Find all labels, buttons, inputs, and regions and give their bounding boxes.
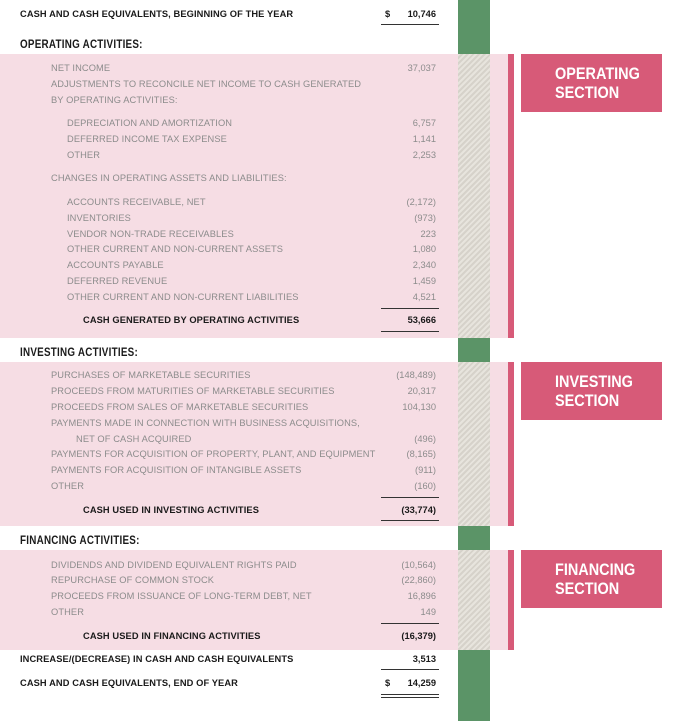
- investing-label: NET OF CASH ACQUIRED: [76, 434, 192, 444]
- investing-total-rule: [381, 520, 439, 521]
- investing-value: (911): [414, 465, 436, 475]
- investing-row: [0, 478, 458, 494]
- adjustment-label: DEFERRED INCOME TAX EXPENSE: [67, 134, 227, 144]
- beginning-cash-row: [0, 6, 458, 22]
- ending-cash-label: CASH AND CASH EQUIVALENTS, END OF YEAR: [20, 678, 238, 688]
- change-label: ACCOUNTS PAYABLE: [67, 260, 164, 270]
- investing-label: PAYMENTS FOR ACQUISITION OF PROPERTY, PLANT, AND EQUIPMENT: [51, 449, 376, 459]
- investing-total-row: [0, 502, 458, 518]
- net-income-label: NET INCOME: [51, 63, 111, 73]
- operating-stripe: [458, 54, 490, 338]
- increase-rule: [381, 669, 439, 670]
- adjustment-value: 1,141: [412, 134, 436, 144]
- ending-cash-rule-2: [381, 697, 439, 698]
- change-label: OTHER CURRENT AND NON-CURRENT LIABILITIES: [67, 292, 299, 302]
- change-row: [0, 289, 458, 305]
- investing-stripe: [458, 362, 490, 526]
- adjustment-label: OTHER: [67, 150, 101, 160]
- operating-subtotal-rule: [381, 308, 439, 309]
- investing-label: PROCEEDS FROM MATURITIES OF MARKETABLE SECURITIES: [51, 386, 335, 396]
- financing-total-label: CASH USED IN FINANCING ACTIVITIES: [83, 631, 261, 641]
- financing-row: [0, 557, 458, 573]
- investing-value: 20,317: [407, 386, 436, 396]
- beginning-cash-rule: [381, 24, 439, 25]
- financing-total-row: [0, 628, 458, 644]
- investing-heading: INVESTING ACTIVITIES:: [20, 345, 138, 359]
- change-value: (2,172): [406, 197, 436, 207]
- change-value: 4,521: [412, 292, 436, 302]
- ending-cash-rule-1: [381, 694, 439, 695]
- operating-section-label: [521, 54, 662, 112]
- financing-label: DIVIDENDS AND DIVIDEND EQUIVALENT RIGHTS PAID: [51, 560, 297, 570]
- change-row: [0, 273, 458, 289]
- financing-value: 149: [420, 607, 436, 617]
- investing-section-label-line2: SECTION: [555, 391, 620, 410]
- investing-label: PAYMENTS FOR ACQUISITION OF INTANGIBLE ASSETS: [51, 465, 302, 475]
- financing-total-value: (16,379): [401, 631, 436, 641]
- financing-section-label-line2: SECTION: [555, 579, 620, 598]
- operating-total-row: [0, 312, 458, 328]
- financing-row: [0, 604, 458, 620]
- investing-label: OTHER: [51, 481, 85, 491]
- adjustment-row: [0, 147, 458, 163]
- financing-heading: FINANCING ACTIVITIES:: [20, 533, 140, 547]
- change-label: VENDOR NON-TRADE RECEIVABLES: [67, 229, 234, 239]
- financing-label: OTHER: [51, 607, 85, 617]
- change-value: (973): [414, 213, 436, 223]
- adjustment-row: [0, 131, 458, 147]
- investing-label: PROCEEDS FROM SALES OF MARKETABLE SECURITIES: [51, 402, 309, 412]
- investing-label: PAYMENTS MADE IN CONNECTION WITH BUSINESS ACQUISITIONS,: [51, 418, 360, 428]
- investing-total-value: (33,774): [401, 505, 436, 515]
- operating-heading: OPERATING ACTIVITIES:: [20, 37, 143, 51]
- investing-total-label: CASH USED IN INVESTING ACTIVITIES: [83, 505, 260, 515]
- increase-label: INCREASE/(DECREASE) IN CASH AND CASH EQUIVALENTS: [20, 654, 294, 664]
- operating-band-ext: [490, 54, 508, 338]
- operating-section-label-line1: OPERATING: [555, 64, 640, 83]
- investing-row: [0, 431, 458, 447]
- financing-stripe: [458, 550, 490, 650]
- adjustment-value: 2,253: [412, 150, 436, 160]
- financing-value: 16,896: [407, 591, 436, 601]
- changes-heading: CHANGES IN OPERATING ASSETS AND LIABILITIES:: [51, 173, 287, 183]
- financing-section-label: [521, 550, 662, 608]
- investing-value: 104,130: [402, 402, 436, 412]
- adjustments-heading-row-2: [0, 92, 458, 108]
- financing-row: [0, 588, 458, 604]
- operating-total-label: CASH GENERATED BY OPERATING ACTIVITIES: [83, 315, 300, 325]
- investing-band-ext: [490, 362, 508, 526]
- change-label: INVENTORIES: [67, 213, 131, 223]
- operating-vline: [508, 54, 514, 338]
- investing-value: (496): [414, 434, 436, 444]
- adjustments-heading-line1: ADJUSTMENTS TO RECONCILE NET INCOME TO CASH GENERATED: [51, 79, 362, 89]
- adjustment-row: [0, 115, 458, 131]
- adjustments-heading-row: [0, 76, 458, 92]
- investing-vline: [508, 362, 514, 526]
- investing-label: PURCHASES OF MARKETABLE SECURITIES: [51, 370, 251, 380]
- increase-value: 3,513: [412, 654, 436, 664]
- increase-row: [0, 651, 458, 667]
- ending-cash-currency: $: [385, 678, 391, 688]
- beginning-cash-label: CASH AND CASH EQUIVALENTS, BEGINNING OF THE YEAR: [20, 9, 294, 19]
- financing-value: (22,860): [401, 575, 436, 585]
- financing-subtotal-rule: [381, 623, 439, 624]
- operating-total-value: 53,666: [407, 315, 436, 325]
- ending-cash-row: [0, 675, 458, 691]
- investing-row: [0, 399, 458, 415]
- financing-value: (10,564): [401, 560, 436, 570]
- net-income-value: 37,037: [407, 63, 436, 73]
- investing-row: [0, 462, 458, 478]
- change-value: 1,459: [412, 276, 436, 286]
- change-label: DEFERRED REVENUE: [67, 276, 168, 286]
- change-row: [0, 241, 458, 257]
- change-row: [0, 257, 458, 273]
- changes-heading-row: [0, 170, 458, 186]
- investing-section-label-line1: INVESTING: [555, 372, 633, 391]
- investing-subtotal-rule: [381, 497, 439, 498]
- financing-label: REPURCHASE OF COMMON STOCK: [51, 575, 215, 585]
- adjustments-heading-line2: BY OPERATING ACTIVITIES:: [51, 95, 178, 105]
- ending-cash-value: 14,259: [407, 678, 436, 688]
- change-value: 1,080: [412, 244, 436, 254]
- financing-label: PROCEEDS FROM ISSUANCE OF LONG-TERM DEBT, NET: [51, 591, 312, 601]
- change-row: [0, 226, 458, 242]
- change-label: OTHER CURRENT AND NON-CURRENT ASSETS: [67, 244, 284, 254]
- financing-section-label-line1: FINANCING: [555, 560, 636, 579]
- investing-row: [0, 415, 458, 431]
- adjustment-label: DEPRECIATION AND AMORTIZATION: [67, 118, 233, 128]
- change-value: 2,340: [412, 260, 436, 270]
- operating-section-label-line2: SECTION: [555, 83, 620, 102]
- change-value: 223: [420, 229, 436, 239]
- change-row: [0, 194, 458, 210]
- net-income-row: [0, 60, 458, 76]
- adjustment-value: 6,757: [412, 118, 436, 128]
- investing-value: (160): [414, 481, 436, 491]
- investing-value: (8,165): [406, 449, 436, 459]
- investing-value: (148,489): [396, 370, 436, 380]
- financing-row: [0, 572, 458, 588]
- financing-band-ext: [490, 550, 508, 650]
- investing-row: [0, 367, 458, 383]
- beginning-cash-currency: $: [385, 9, 391, 19]
- investing-row: [0, 383, 458, 399]
- investing-row: [0, 446, 458, 462]
- beginning-cash-value: 10,746: [407, 9, 436, 19]
- change-label: ACCOUNTS RECEIVABLE, NET: [67, 197, 206, 207]
- investing-section-label: [521, 362, 662, 420]
- operating-total-rule: [381, 331, 439, 332]
- change-row: [0, 210, 458, 226]
- financing-vline: [508, 550, 514, 650]
